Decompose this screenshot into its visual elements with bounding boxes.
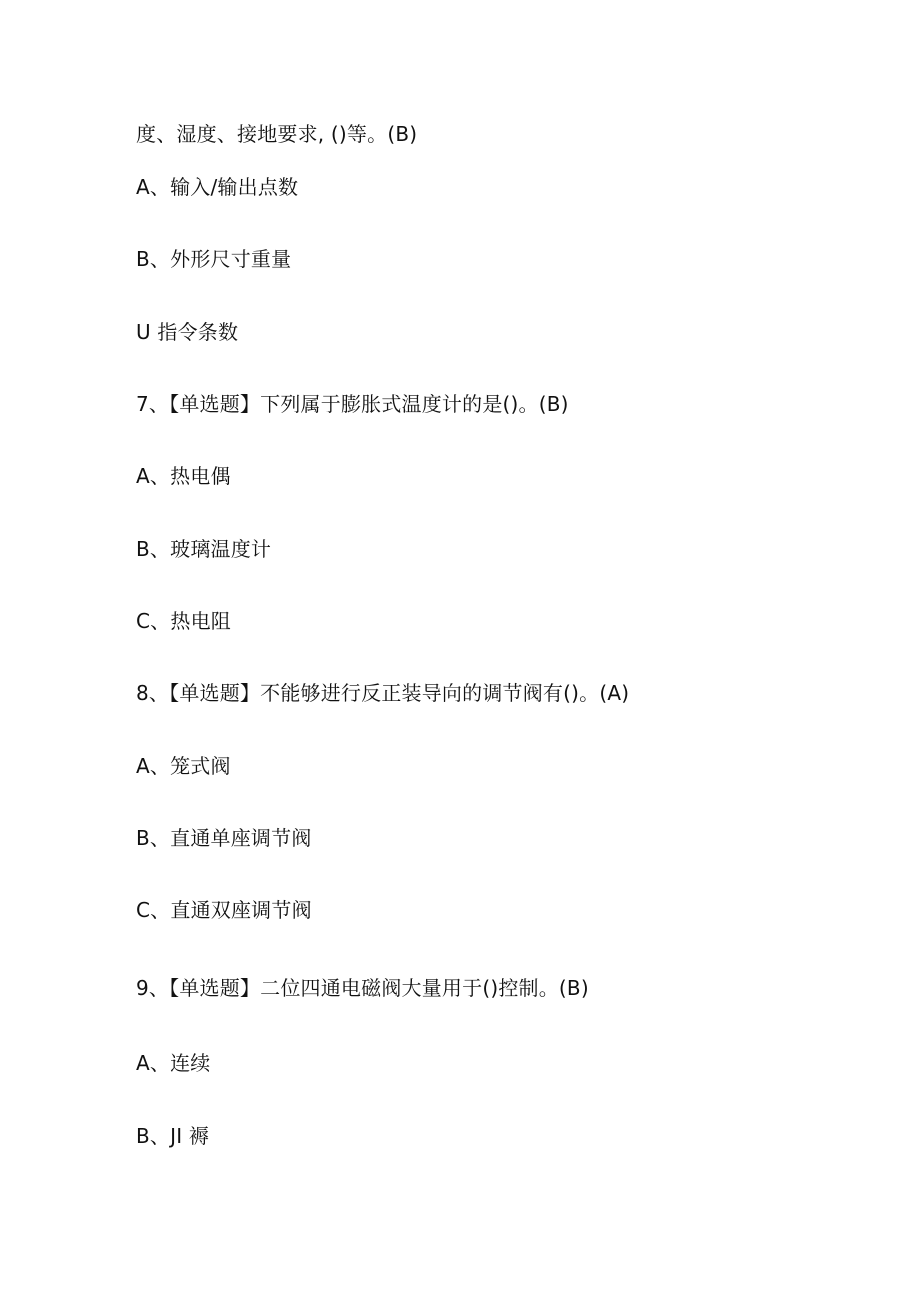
question-7-option-c: C、热电阻 <box>136 609 231 633</box>
question-8-option-c: C、直通双座调节阀 <box>136 898 312 922</box>
question-8-option-a: A、笼式阀 <box>136 754 231 778</box>
question-9-option-b: B、JI 褥 <box>136 1124 210 1148</box>
question-9-option-a: A、连续 <box>136 1051 211 1075</box>
question-6-stem-continued: 度、湿度、接地要求, ()等。(B) <box>136 122 418 146</box>
question-8-stem: 8、【单选题】不能够进行反正装导向的调节阀有()。(A) <box>136 681 630 705</box>
question-6-option-b: B、外形尺寸重量 <box>136 247 292 271</box>
question-7-stem: 7、【单选题】下列属于膨胀式温度计的是()。(B) <box>136 392 569 416</box>
question-7-option-b: B、玻璃温度计 <box>136 537 272 561</box>
question-6-option-c: U 指令条数 <box>136 320 239 344</box>
question-6-option-a: A、输入/输出点数 <box>136 175 299 199</box>
question-8-option-b: B、直通单座调节阀 <box>136 826 312 850</box>
question-9-stem: 9、【单选题】二位四通电磁阀大量用于()控制。(B) <box>136 976 589 1000</box>
question-7-option-a: A、热电偶 <box>136 464 231 488</box>
